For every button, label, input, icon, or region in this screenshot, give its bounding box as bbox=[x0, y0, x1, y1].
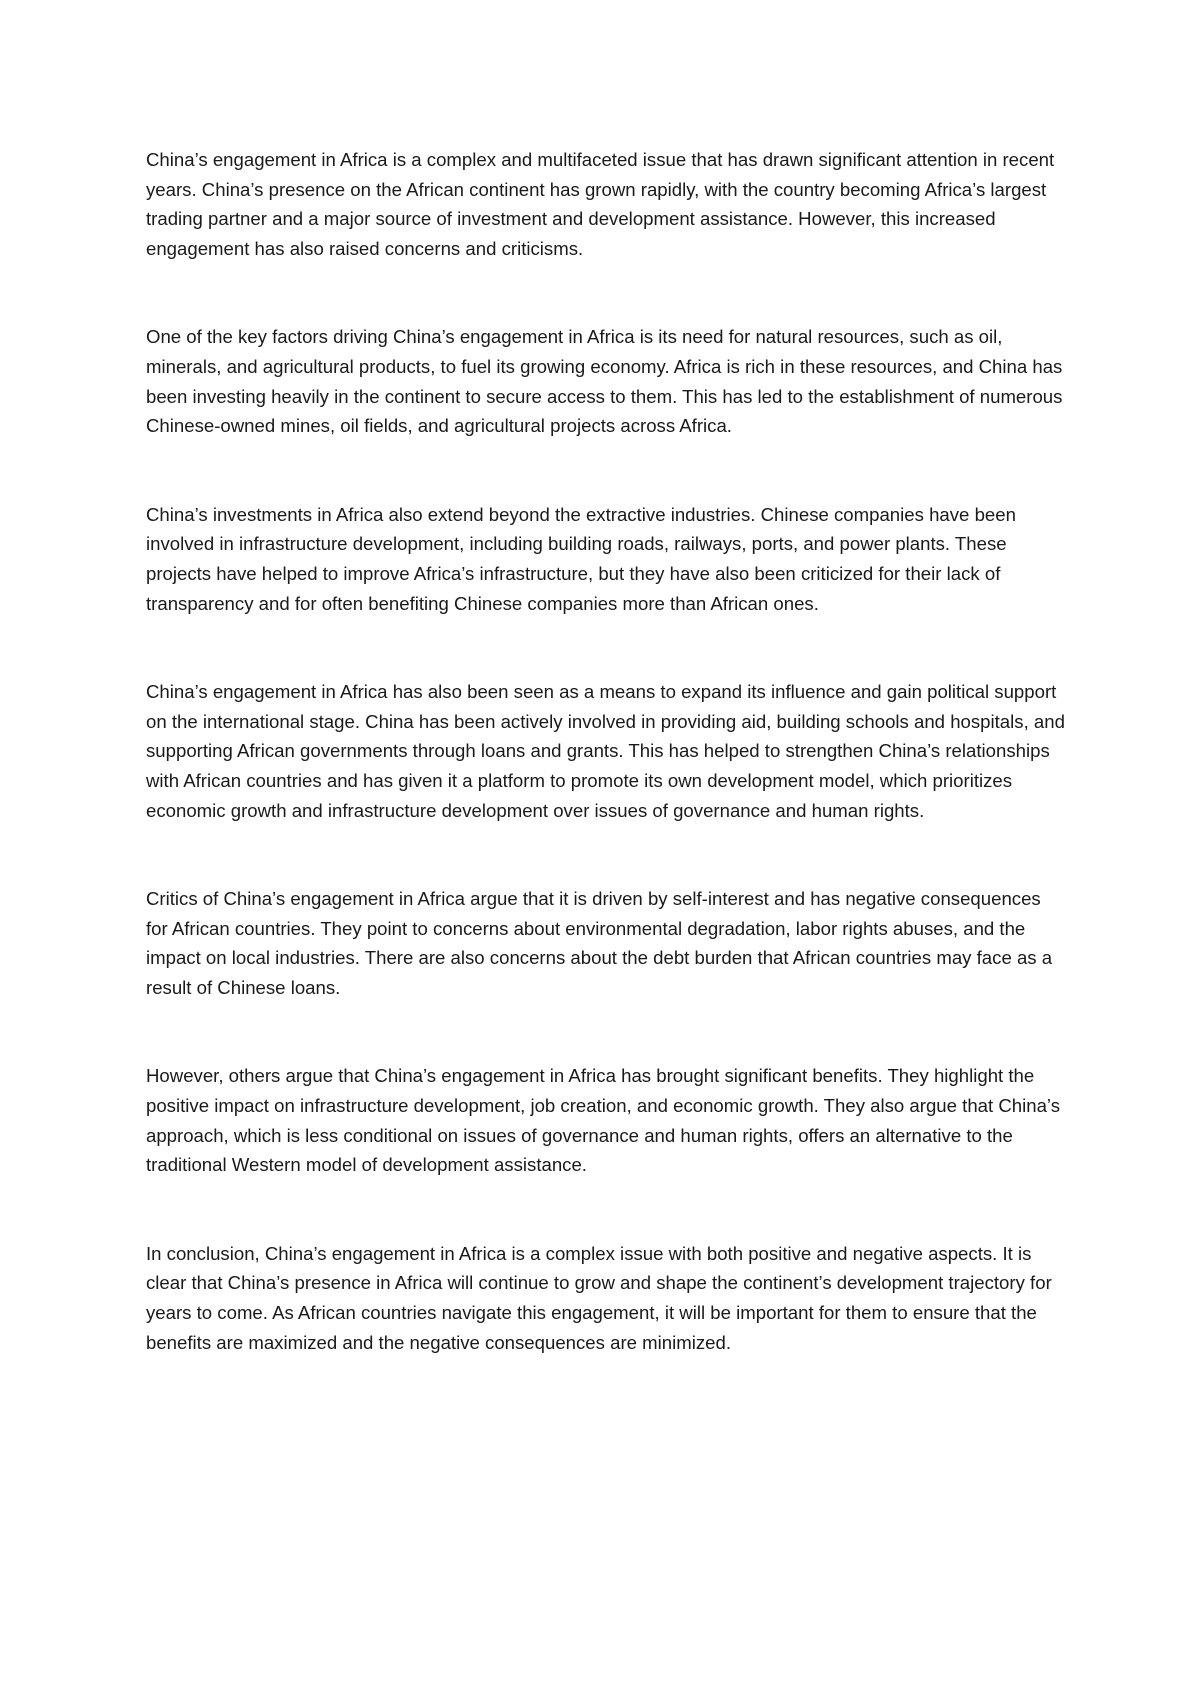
paragraph-critics: Critics of China’s engagement in Africa argue that it is driven by self-interest and has negative consequences for African countries. They point to concerns about environmental degradation, labor rights abuses, and the impact on local industries. There are also concerns about the debt burden that African countries may face as a result of Chinese loans. bbox=[146, 888, 1053, 998]
paragraph-infrastructure: China’s investments in Africa also extend beyond the extractive industries. Chinese companies have been involved in infrastructure development, including building roads, railways, ports, and power plants. These projects have helped to improve Africa’s infrastructure, but they have also been criticized for their lack of transparency and for often benefiting Chinese companies more than African ones. bbox=[146, 503, 1016, 614]
paragraph-intro: China’s engagement in Africa is a complex and multifaceted issue that has drawn significant attention in recent years. China’s presence on the African continent has grown rapidly, with the country becoming Africa’s largest trading partner and a major source of investment and development assistance. However, this increased engagement has also raised concerns and criticisms. bbox=[146, 149, 1055, 259]
document-body bbox=[146, 145, 1066, 1416]
paragraph-political-influence: China’s engagement in Africa has also been seen as a means to expand its influence and gain political support on the international stage. China has been actively involved in providing aid, building schools and hospitals, and supporting African governments through loans and grants. This has helped to strengthen China’s relationships with African countries and has given it a platform to promote its own development model, which prioritizes economic growth and infrastructure development over issues of governance and human rights. bbox=[146, 681, 1065, 821]
paragraph-benefits: However, others argue that China’s engagement in Africa has brought significant benefits. They highlight the positive impact on infrastructure development, job creation, and economic growth. They also argue that China’s approach, which is less conditional on issues of governance and human rights, offers an alternative to the traditional Western model of development assistance. bbox=[146, 1065, 1061, 1176]
paragraph-natural-resources: One of the key factors driving China’s engagement in Africa is its need for natural resources, such as oil, minerals, and agricultural products, to fuel its growing economy. Africa is rich in these resources, and China has been investing heavily in the continent to secure access to them. This has led to the establishment of numerous Chinese-owned mines, oil fields, and agricultural projects across Africa. bbox=[146, 326, 1063, 437]
paragraph-conclusion: In conclusion, China’s engagement in Africa is a complex issue with both positive and negative aspects. It is clear that China’s presence in Africa will continue to grow and shape the continent’s development trajectory for years to come. As African countries navigate this engagement, it will be important for them to ensure that the benefits are maximized and the negative consequences are minimized. bbox=[146, 1242, 1052, 1353]
